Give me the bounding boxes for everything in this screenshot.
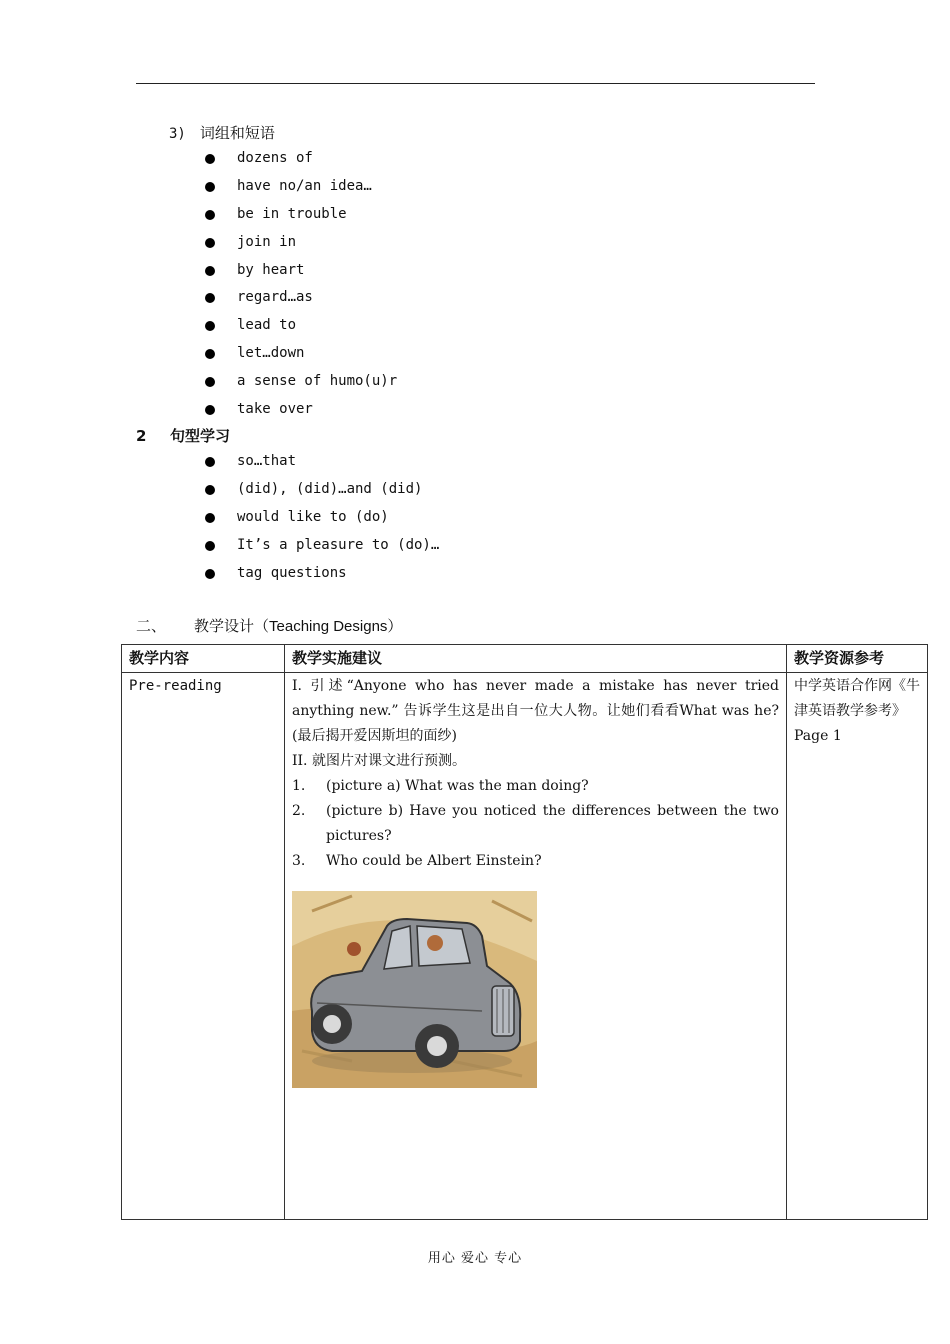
bullet-icon bbox=[205, 405, 215, 415]
design-title-end: ） bbox=[387, 617, 403, 635]
intro-paragraph: I. 引述“Anyone who has never made a mistake has never tried anything new.” 告诉学生这是出自一位大人物。让她们看看What was he? (最后揭开爱因斯坦的面纱) bbox=[292, 678, 779, 744]
list-item: (did), (did)…and (did) bbox=[203, 476, 439, 504]
table-row bbox=[122, 673, 928, 1220]
list-item: would like to (do) bbox=[203, 504, 439, 532]
list-item: be in trouble bbox=[203, 201, 397, 229]
design-number: 二、 bbox=[136, 617, 167, 635]
sentence-heading bbox=[136, 425, 230, 446]
cell-content: Pre-reading bbox=[122, 673, 285, 1220]
list-item: regard…as bbox=[203, 284, 397, 312]
vocab-title: 词组和短语 bbox=[199, 124, 275, 142]
design-title-en: Teaching Designs bbox=[269, 618, 388, 635]
bullet-icon bbox=[205, 377, 215, 387]
header-suggestions: 教学实施建议 bbox=[285, 645, 787, 673]
bullet-icon bbox=[205, 349, 215, 359]
header-resources: 教学资源参考 bbox=[787, 645, 928, 673]
list-item: 1. (picture a) What was the man doing? bbox=[292, 778, 589, 794]
predict-line: II. 就图片对课文进行预测。 bbox=[292, 753, 466, 769]
vocab-subheading bbox=[169, 122, 275, 143]
list-item: take over bbox=[203, 396, 397, 424]
list-item: It’s a pleasure to (do)… bbox=[203, 532, 439, 560]
header-rule bbox=[136, 83, 815, 84]
teaching-design-table bbox=[121, 644, 928, 1220]
list-item: let…down bbox=[203, 340, 397, 368]
list-item: by heart bbox=[203, 257, 397, 285]
vocab-number: 3) bbox=[169, 126, 186, 142]
vocab-list bbox=[203, 145, 397, 424]
list-item: join in bbox=[203, 229, 397, 257]
list-item: lead to bbox=[203, 312, 397, 340]
bullet-icon bbox=[205, 541, 215, 551]
list-item: have no/an idea… bbox=[203, 173, 397, 201]
design-heading bbox=[136, 615, 402, 636]
page-footer: 用心 爱心 专心 bbox=[427, 1251, 523, 1266]
list-item: tag questions bbox=[203, 560, 439, 588]
cell-resources: 中学英语合作网《牛津英语教学参考》Page 1 bbox=[787, 673, 928, 1220]
car-illustration bbox=[292, 891, 537, 1088]
header-content: 教学内容 bbox=[122, 645, 285, 673]
bullet-icon bbox=[205, 457, 215, 467]
list-item: dozens of bbox=[203, 145, 397, 173]
bullet-icon bbox=[205, 569, 215, 579]
bullet-icon bbox=[205, 513, 215, 523]
bullet-icon bbox=[205, 154, 215, 164]
list-item: so…that bbox=[203, 448, 439, 476]
sentence-title: 句型学习 bbox=[170, 427, 231, 445]
bullet-icon bbox=[205, 238, 215, 248]
list-item: 2. (picture b) Have you noticed the differences between the two pictures? bbox=[292, 803, 779, 844]
list-item: 3. Who could be Albert Einstein? bbox=[292, 853, 542, 869]
bullet-icon bbox=[205, 266, 215, 276]
design-title-cn: 教学设计（ bbox=[194, 617, 270, 635]
list-item: a sense of humo(u)r bbox=[203, 368, 397, 396]
bullet-icon bbox=[205, 321, 215, 331]
sentence-number: 2 bbox=[136, 427, 147, 445]
bullet-icon bbox=[205, 210, 215, 220]
bullet-icon bbox=[205, 293, 215, 303]
question-list bbox=[292, 774, 779, 874]
cell-suggestions bbox=[285, 673, 787, 1220]
table-header-row bbox=[122, 645, 928, 673]
sentence-list bbox=[203, 448, 439, 587]
bullet-icon bbox=[205, 485, 215, 495]
bullet-icon bbox=[205, 182, 215, 192]
